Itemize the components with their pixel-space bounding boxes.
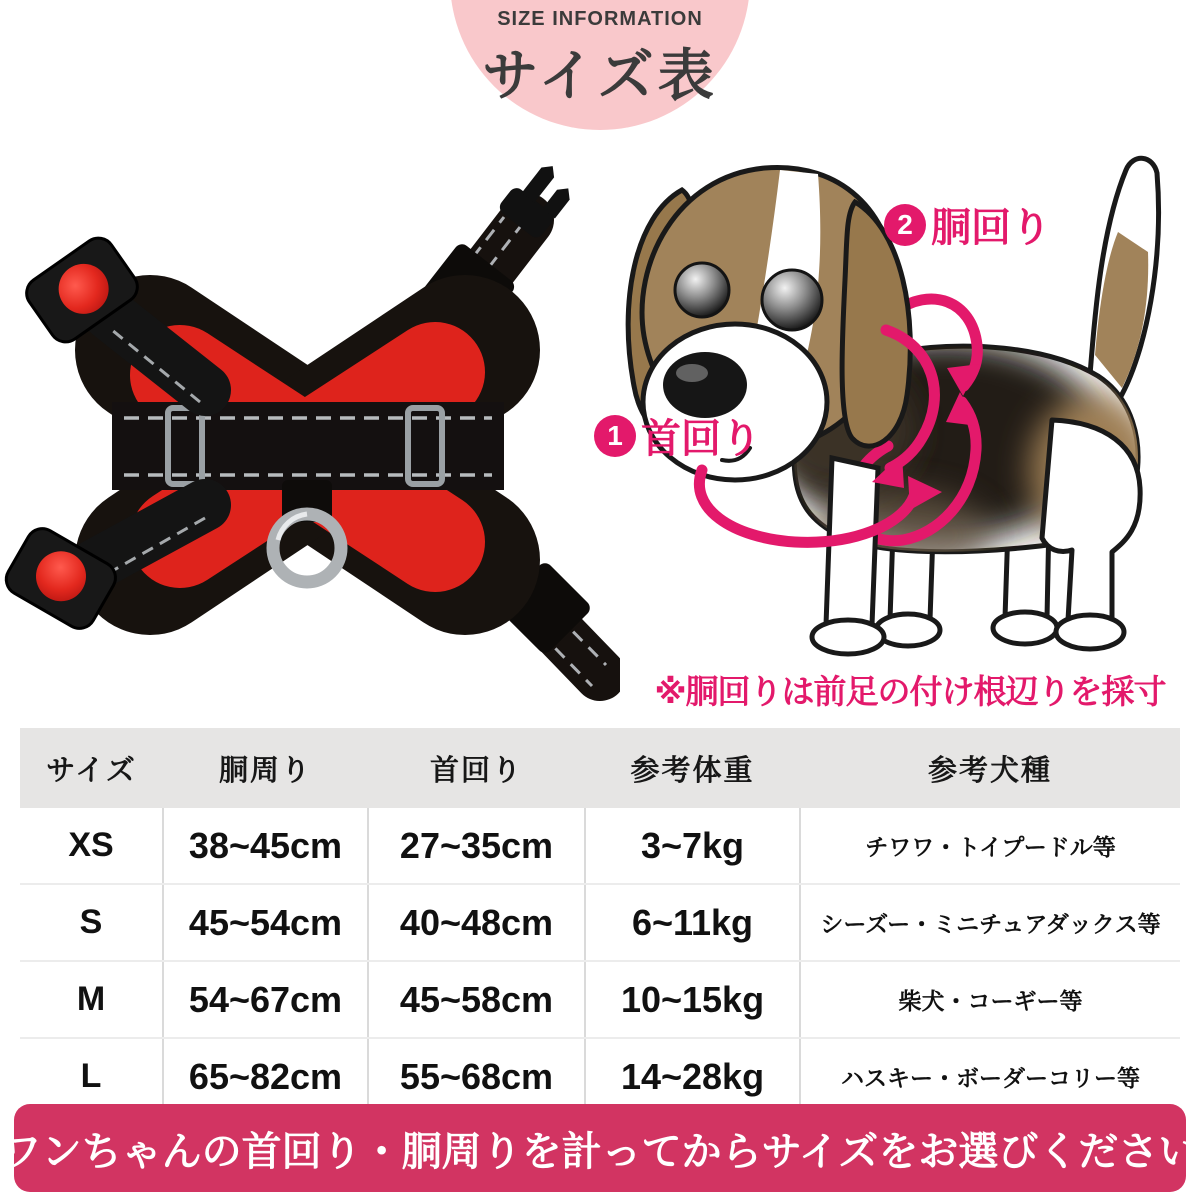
cell-neck: 55~68cm <box>368 1038 585 1114</box>
girth-label <box>884 196 1051 253</box>
col-header-girth: 胴周り <box>163 728 368 808</box>
table-row-s <box>20 884 1180 961</box>
col-header-breeds: 参考犬種 <box>800 728 1180 808</box>
cell-girth: 45~54cm <box>163 884 368 961</box>
cell-weight: 10~15kg <box>585 961 800 1038</box>
cell-neck: 45~58cm <box>368 961 585 1038</box>
cell-neck: 27~35cm <box>368 808 585 884</box>
cell-size: M <box>20 961 163 1038</box>
cell-size: L <box>20 1038 163 1114</box>
measuring-note: ※胴回りは前足の付け根辺りを採寸 <box>654 673 1166 710</box>
neck-number-badge: 1 <box>594 415 636 457</box>
harness-horizontal-strap <box>112 402 504 490</box>
cell-girth: 54~67cm <box>163 961 368 1038</box>
header-badge <box>450 0 750 130</box>
cell-breeds: ハスキー・ボーダーコリー等 <box>800 1038 1180 1114</box>
cell-size: S <box>20 884 163 961</box>
cell-weight: 6~11kg <box>585 884 800 961</box>
neck-label-text: 首回り <box>641 417 761 461</box>
col-header-neck: 首回り <box>368 728 585 808</box>
neck-label <box>594 407 761 464</box>
dog-tail <box>1090 158 1159 398</box>
cell-weight: 3~7kg <box>585 808 800 884</box>
girth-label-text: 胴回り <box>931 206 1051 250</box>
cell-breeds: 柴犬・コーギー等 <box>800 961 1180 1038</box>
col-header-size: サイズ <box>20 728 163 808</box>
harness-photo <box>0 150 620 710</box>
harness-illustration <box>0 150 620 710</box>
cell-breeds: チワワ・トイプードル等 <box>800 808 1180 884</box>
page-title: サイズ表 <box>482 44 718 107</box>
footer-banner: ワンちゃんの首回り・胴周りを計ってからサイズをお選びください <box>14 1104 1186 1192</box>
cell-girth: 65~82cm <box>163 1038 368 1114</box>
dog-eye-left <box>675 263 729 317</box>
cell-girth: 38~45cm <box>163 808 368 884</box>
table-row-l <box>20 1038 1180 1114</box>
size-table <box>20 728 1180 1114</box>
dog-eye-right <box>762 270 822 330</box>
header-eyebrow: SIZE INFORMATION <box>497 8 703 30</box>
table-row-m <box>20 961 1180 1038</box>
girth-number-badge: 2 <box>884 204 926 246</box>
cell-neck: 40~48cm <box>368 884 585 961</box>
cell-breeds: シーズー・ミニチュアダックス等 <box>800 884 1180 961</box>
col-header-weight: 参考体重 <box>585 728 800 808</box>
cell-size: XS <box>20 808 163 884</box>
cell-weight: 14~28kg <box>585 1038 800 1114</box>
table-row-xs <box>20 808 1180 884</box>
table-header-row <box>20 728 1180 808</box>
